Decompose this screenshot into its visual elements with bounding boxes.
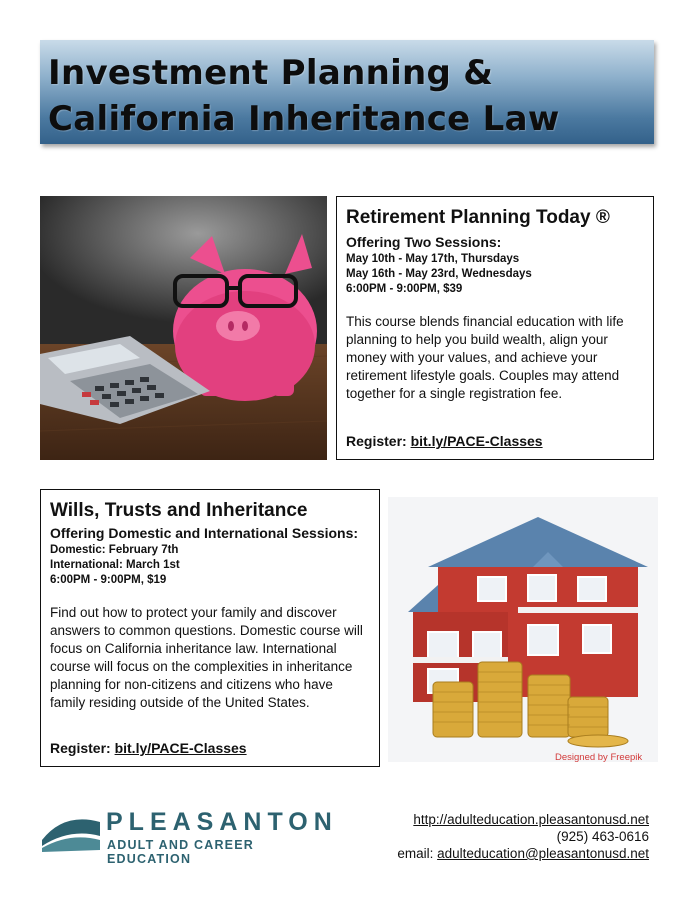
register-link[interactable]: bit.ly/PACE-Classes xyxy=(114,740,247,756)
retirement-sessions-heading: Offering Two Sessions: xyxy=(346,234,502,250)
image-credit: Designed by Freepik xyxy=(555,752,643,763)
register-label: Register: xyxy=(346,433,407,449)
logo-name: PLEASANTON xyxy=(106,808,338,836)
schedule-line: May 10th - May 17th, Thursdays xyxy=(346,253,520,265)
piggy-bank-illustration xyxy=(40,196,327,460)
email-link[interactable]: adulteducation@pleasantonusd.net xyxy=(437,846,649,861)
wills-description: Find out how to protect your family and discover answers to common questions. Domestic course will focus on California inheritance law. International course will focus on the complexities in inheritance planning for non-citizens and citizens who have family residing outside of the United States. xyxy=(50,605,363,710)
schedule-line: International: March 1st xyxy=(50,559,180,571)
house-coins-photo xyxy=(388,497,658,762)
wills-schedule xyxy=(50,543,370,588)
email-label: email: xyxy=(397,846,434,861)
schedule-line: Domestic: February 7th xyxy=(50,544,179,556)
schedule-line: 6:00PM - 9:00PM, $19 xyxy=(50,574,167,586)
house-illustration xyxy=(388,497,658,762)
register-link[interactable]: bit.ly/PACE-Classes xyxy=(410,433,543,449)
schedule-line: May 16th - May 23rd, Wednesdays xyxy=(346,268,532,280)
email-line xyxy=(397,845,649,862)
wills-register xyxy=(50,740,247,756)
title-banner xyxy=(40,40,654,144)
register-label: Register: xyxy=(50,740,111,756)
title-line-1: Investment Planning & xyxy=(48,53,494,93)
retirement-course-box xyxy=(336,196,654,460)
logo-subtitle: ADULT AND CAREER EDUCATION xyxy=(107,838,254,866)
logo-mark-icon xyxy=(40,810,102,854)
wills-course-box xyxy=(40,489,380,767)
page-title xyxy=(48,50,648,142)
retirement-schedule xyxy=(346,252,644,297)
retirement-title: Retirement Planning Today ® xyxy=(346,207,610,228)
title-line-2: California Inheritance Law xyxy=(48,99,560,139)
contact-info xyxy=(397,811,649,862)
pleasanton-logo xyxy=(40,808,340,866)
retirement-register xyxy=(346,433,543,449)
piggy-bank-photo xyxy=(40,196,327,460)
wills-sessions-heading: Offering Domestic and International Sessions: xyxy=(50,525,359,541)
phone-number: (925) 463-0616 xyxy=(556,829,649,844)
wills-title: Wills, Trusts and Inheritance xyxy=(50,500,308,521)
website-link[interactable]: http://adulteducation.pleasantonusd.net xyxy=(413,812,649,827)
schedule-line: 6:00PM - 9:00PM, $39 xyxy=(346,283,463,295)
retirement-description: This course blends financial education with life planning to help you build wealth, align your money with your values, and achieve your retirement lifestyle goals. Couples may attend together for a single registration fee. xyxy=(346,314,624,401)
